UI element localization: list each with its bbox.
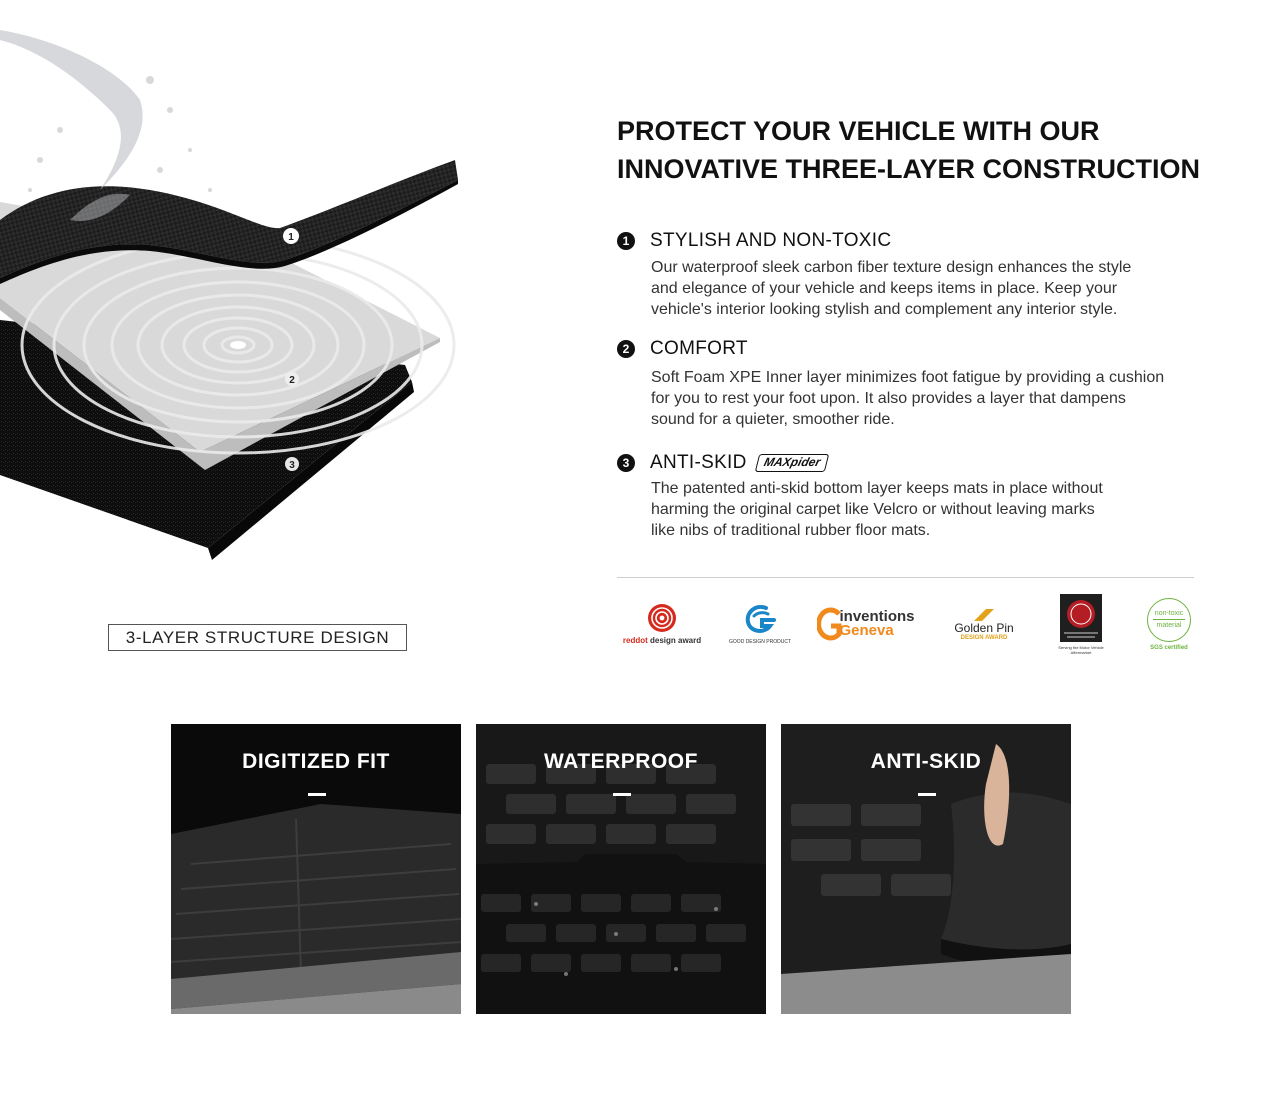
structure-caption: 3-LAYER STRUCTURE DESIGN <box>108 624 407 651</box>
title-line-2: INNOVATIVE THREE-LAYER CONSTRUCTION <box>617 154 1201 184</box>
description-line: and elegance of your vehicle and keeps items in place. Keep your <box>651 280 1118 297</box>
good-design-icon <box>740 604 780 636</box>
tile-digitized-fit <box>171 724 461 1014</box>
description-line: harming the original carpet like Velcro or without leaving marks <box>651 501 1095 518</box>
inventions-geneva-logo <box>816 590 916 658</box>
tile-anti-skid <box>781 724 1071 1014</box>
description-line: for you to rest your foot upon. It also provides a layer that dampens <box>651 390 1126 407</box>
feature-title: STYLISH AND NON-TOXIC <box>650 230 892 251</box>
feature-comfort <box>617 337 1217 430</box>
layer-marker-3 <box>285 457 299 471</box>
feature-anti-skid <box>617 451 1217 541</box>
number-badge: 1 <box>617 232 635 250</box>
semc-caption: Serving the Motor Vehicle Aftermarket <box>1058 644 1104 655</box>
golden-pin-text: Golden Pin <box>954 621 1014 635</box>
title-line-1: PROTECT YOUR VEHICLE WITH OUR <box>617 116 1100 146</box>
tile-title: ANTI-SKID <box>870 750 982 773</box>
description-line: Soft Foam XPE Inner layer minimizes foot fatigue by providing a cushion <box>651 369 1165 386</box>
sgs-certified-logo <box>1138 590 1200 658</box>
layer-marker-2 <box>285 372 299 386</box>
reddot-caption: design award <box>647 636 702 645</box>
semc-logo <box>1056 590 1106 658</box>
number-badge: 3 <box>617 454 635 472</box>
golden-pin-logo <box>942 590 1026 658</box>
feature-stylish <box>617 229 1217 320</box>
tile-dash <box>918 793 936 796</box>
feature-description <box>651 367 1211 430</box>
tile-dash <box>308 793 326 796</box>
sgs-line-2: material <box>1156 622 1182 629</box>
award-logos <box>612 590 1202 660</box>
tile-title: DIGITIZED FIT <box>242 750 390 773</box>
inventions-text: inventions <box>839 608 915 625</box>
feature-description <box>651 478 1211 541</box>
feature-description <box>651 257 1211 320</box>
number-badge: 2 <box>617 340 635 358</box>
three-layer-illustration <box>0 20 470 560</box>
good-design-logo <box>730 590 790 658</box>
description-line: Our waterproof sleek carbon fiber texture design enhances the style <box>651 259 1132 276</box>
tile-dash <box>613 793 631 796</box>
description-line: vehicle's interior looking stylish and complement any interior style. <box>651 301 1118 318</box>
svg-text:1: 1 <box>288 232 294 243</box>
maxpider-logo: MAXpider <box>754 454 829 472</box>
description-line: sound for a quieter, smoother ride. <box>651 411 895 428</box>
svg-text:3: 3 <box>289 460 295 471</box>
feature-title: COMFORT <box>650 338 748 359</box>
reddot-brand-text: reddot <box>622 636 648 645</box>
svg-text:2: 2 <box>289 375 295 386</box>
golden-pin-icon <box>970 607 998 621</box>
tile-title: WATERPROOF <box>544 750 698 773</box>
sgs-caption: SGS certified <box>1150 644 1188 651</box>
good-design-caption: GOOD DESIGN PRODUCT <box>729 638 791 645</box>
page-title <box>617 112 1257 188</box>
layer-marker-1 <box>283 228 299 244</box>
golden-pin-caption: DESIGN AWARD <box>960 635 1008 641</box>
semc-badge-icon <box>1060 594 1102 642</box>
description-line: like nibs of traditional rubber floor mats. <box>651 522 931 539</box>
reddot-icon <box>647 603 677 633</box>
tile-waterproof <box>476 724 766 1014</box>
section-divider <box>617 577 1194 578</box>
geneva-text: Geneva <box>839 622 894 639</box>
description-line: The patented anti-skid bottom layer keeps mats in place without <box>651 480 1103 497</box>
sgs-line-1: non-toxic <box>1154 610 1184 617</box>
feature-title: ANTI-SKID <box>650 452 747 473</box>
reddot-award-logo <box>616 590 708 658</box>
